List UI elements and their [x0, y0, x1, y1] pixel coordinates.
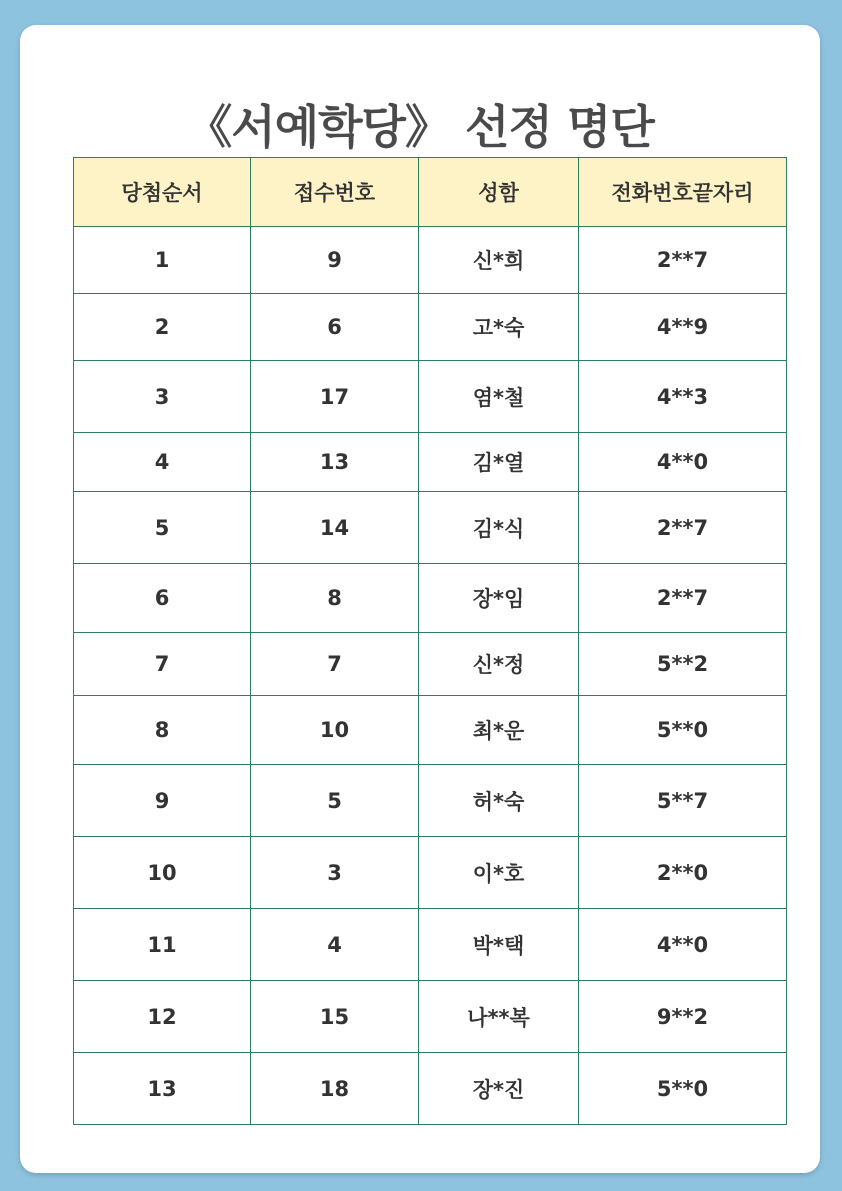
cell-name: 김*식	[419, 492, 579, 564]
cell-receipt-number: 6	[251, 294, 419, 361]
table-row	[74, 837, 787, 909]
cell-name: 장*진	[419, 1053, 579, 1125]
cell-phone-last-digits: 4**0	[579, 433, 787, 492]
cell-phone-last-digits: 4**3	[579, 361, 787, 433]
cell-phone-last-digits: 4**9	[579, 294, 787, 361]
cell-name: 장*임	[419, 564, 579, 633]
cell-draw-order: 5	[74, 492, 251, 564]
cell-name: 신*희	[419, 227, 579, 294]
page-title: 《서예학당》 선정 명단	[186, 100, 654, 154]
cell-name: 이*호	[419, 837, 579, 909]
table-row	[74, 294, 787, 361]
cell-receipt-number: 18	[251, 1053, 419, 1125]
selection-table	[73, 157, 787, 1125]
cell-phone-last-digits: 2**0	[579, 837, 787, 909]
table-row	[74, 564, 787, 633]
cell-phone-last-digits: 5**0	[579, 696, 787, 765]
cell-phone-last-digits: 5**2	[579, 633, 787, 696]
cell-phone-last-digits: 5**0	[579, 1053, 787, 1125]
cell-name: 김*열	[419, 433, 579, 492]
table-row	[74, 1053, 787, 1125]
cell-receipt-number: 5	[251, 765, 419, 837]
cell-phone-last-digits: 9**2	[579, 981, 787, 1053]
cell-draw-order: 1	[74, 227, 251, 294]
header-receipt-number: 접수번호	[251, 158, 419, 227]
cell-draw-order: 2	[74, 294, 251, 361]
header-draw-order: 당첨순서	[74, 158, 251, 227]
cell-draw-order: 9	[74, 765, 251, 837]
table-row	[74, 633, 787, 696]
cell-phone-last-digits: 5**7	[579, 765, 787, 837]
table-row	[74, 981, 787, 1053]
cell-draw-order: 12	[74, 981, 251, 1053]
table-row	[74, 909, 787, 981]
cell-receipt-number: 9	[251, 227, 419, 294]
cell-receipt-number: 15	[251, 981, 419, 1053]
cell-name: 염*철	[419, 361, 579, 433]
cell-name: 허*숙	[419, 765, 579, 837]
cell-phone-last-digits: 2**7	[579, 492, 787, 564]
document-card	[20, 25, 820, 1173]
cell-draw-order: 6	[74, 564, 251, 633]
header-phone-last-digits: 전화번호끝자리	[579, 158, 787, 227]
cell-receipt-number: 7	[251, 633, 419, 696]
cell-phone-last-digits: 2**7	[579, 564, 787, 633]
table-row	[74, 492, 787, 564]
cell-name: 고*숙	[419, 294, 579, 361]
cell-receipt-number: 8	[251, 564, 419, 633]
cell-draw-order: 8	[74, 696, 251, 765]
table-row	[74, 227, 787, 294]
cell-phone-last-digits: 2**7	[579, 227, 787, 294]
cell-receipt-number: 10	[251, 696, 419, 765]
table-row	[74, 433, 787, 492]
cell-name: 박*택	[419, 909, 579, 981]
table-row	[74, 765, 787, 837]
table-row	[74, 361, 787, 433]
cell-name: 신*정	[419, 633, 579, 696]
table-row	[74, 696, 787, 765]
cell-name: 최*운	[419, 696, 579, 765]
cell-draw-order: 10	[74, 837, 251, 909]
table-header-row	[74, 158, 787, 227]
cell-draw-order: 4	[74, 433, 251, 492]
header-name: 성함	[419, 158, 579, 227]
cell-phone-last-digits: 4**0	[579, 909, 787, 981]
cell-draw-order: 3	[74, 361, 251, 433]
cell-draw-order: 13	[74, 1053, 251, 1125]
cell-receipt-number: 14	[251, 492, 419, 564]
cell-receipt-number: 13	[251, 433, 419, 492]
cell-name: 나**복	[419, 981, 579, 1053]
cell-draw-order: 11	[74, 909, 251, 981]
cell-draw-order: 7	[74, 633, 251, 696]
cell-receipt-number: 3	[251, 837, 419, 909]
cell-receipt-number: 4	[251, 909, 419, 981]
cell-receipt-number: 17	[251, 361, 419, 433]
